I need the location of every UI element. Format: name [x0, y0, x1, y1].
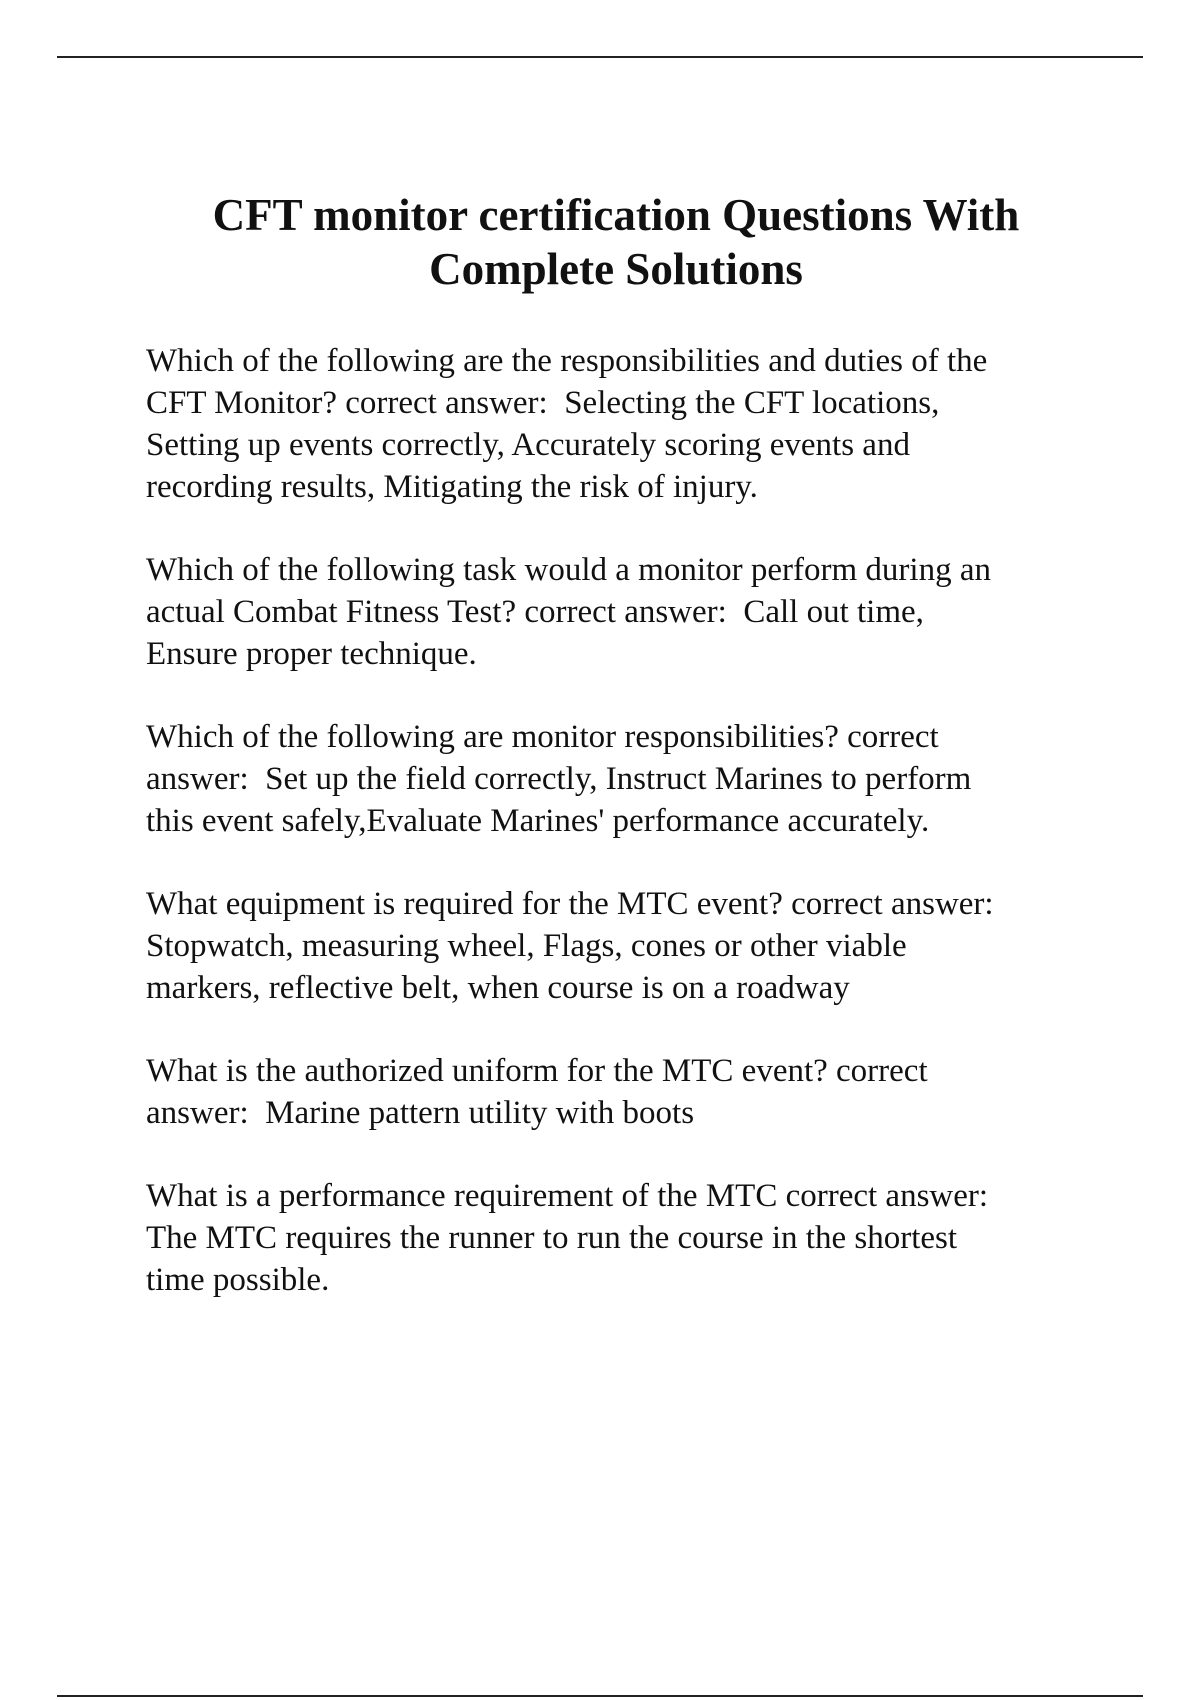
qa-item-4: What equipment is required for the MTC event? correct answer: Stopwatch, measuring wheel, Flags, cones or other viable markers, reflective belt, when course is on a roadway [146, 886, 994, 1006]
qa-item-1: Which of the following are the responsibilities and duties of the CFT Monitor? correct answer: Selecting the CFT locations, Setting up events correctly, Accurately scoring events and recording results, Mitigating the risk of injury. [146, 343, 988, 505]
document-title [120, 188, 1112, 296]
title-line-2: Complete Solutions [429, 244, 803, 294]
qa-item-2: Which of the following task would a monitor perform during an actual Combat Fitness Test? correct answer: Call out time, Ensure proper technique. [146, 552, 991, 672]
bottom-rule [57, 1695, 1143, 1697]
title-line-1: CFT monitor certification Questions With [212, 190, 1020, 240]
qa-item-5: What is the authorized uniform for the MTC event? correct answer: Marine pattern utility with boots [146, 1053, 928, 1131]
qa-item-3: Which of the following are monitor responsibilities? correct answer: Set up the field correctly, Instruct Marines to perform this event safely,Evaluate Marines' performance accurately. [146, 719, 972, 839]
qa-list [146, 340, 1086, 1342]
qa-item-6: What is a performance requirement of the MTC correct answer: The MTC requires the runner to run the course in the shortest time possible. [146, 1178, 989, 1298]
top-rule [57, 56, 1143, 58]
